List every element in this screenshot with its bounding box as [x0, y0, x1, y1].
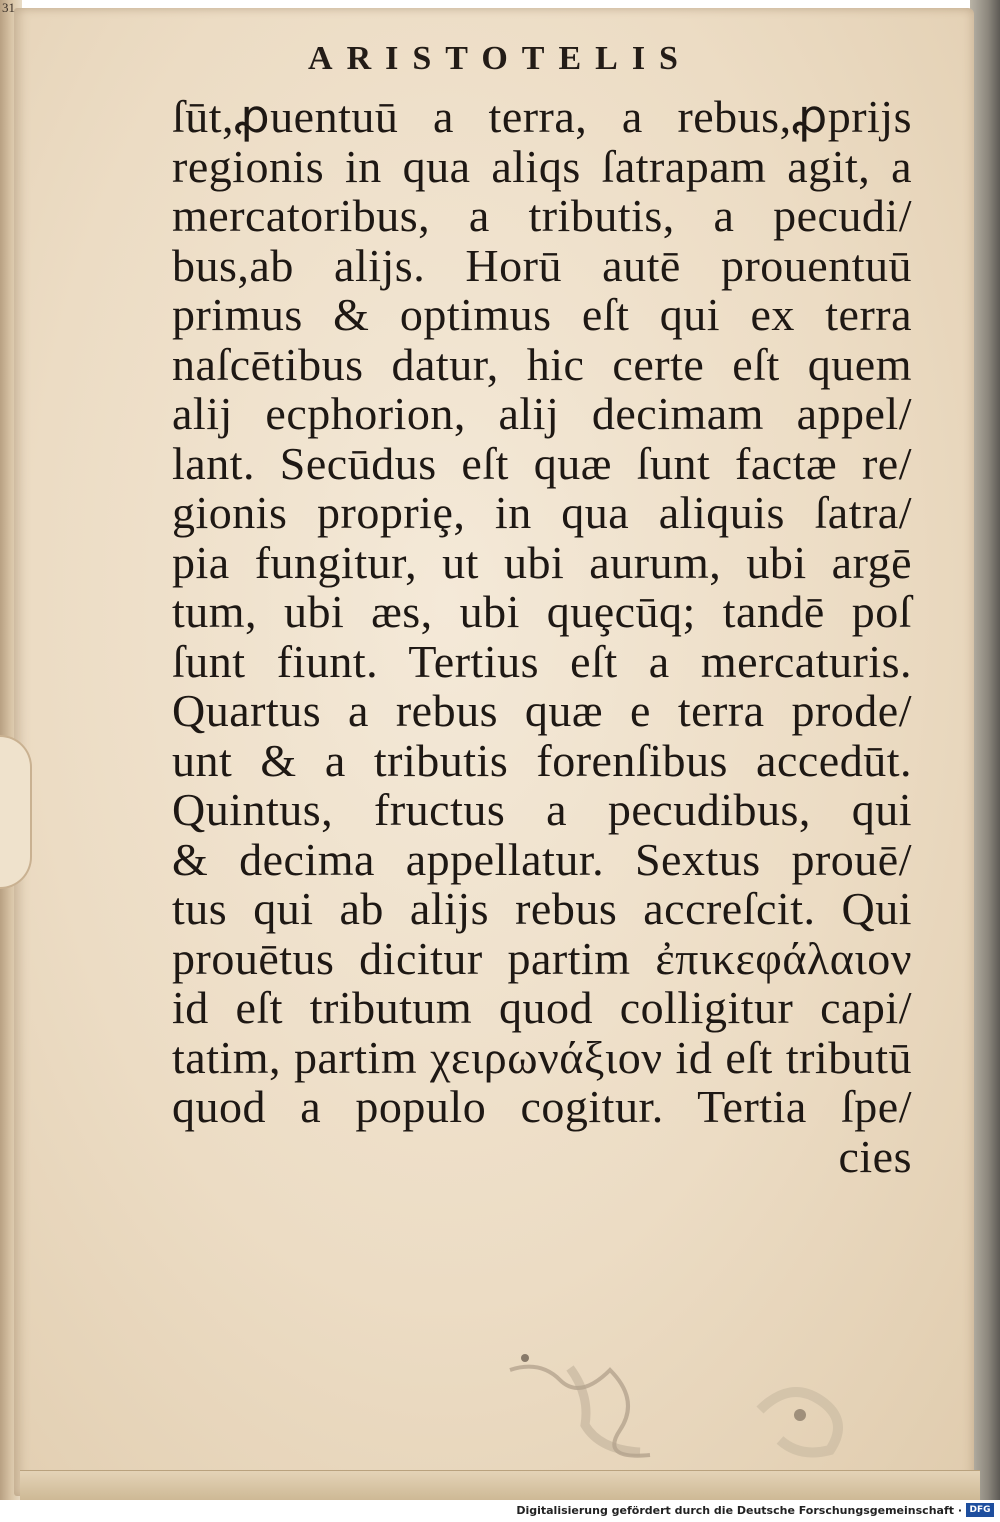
- catchword: cies: [838, 1130, 912, 1182]
- digitization-credit: Digitalisierung gefördert durch die Deutsche Forschungsgemeinschaft ·: [516, 1504, 962, 1517]
- text-line: id eſt tributum quod colligitur capi/: [172, 982, 912, 1033]
- text-line: quod a populo cogitur. Tertia ſpe/: [172, 1081, 912, 1132]
- text-line: pia fungitur, ut ubi aurum, ubi argē: [172, 536, 912, 588]
- scanner-background: [970, 0, 1000, 1500]
- text-line: tatim, partim χειρωνάξιον id eſt tributū: [172, 1031, 912, 1083]
- dfg-logo: DFG: [966, 1503, 994, 1517]
- text-block: [172, 92, 912, 1181]
- text-line: regionis in qua aliqs ſatrapam agit, a: [172, 140, 912, 192]
- text-line: prouētus dicitur partim ἐπικεφάλαιον: [172, 932, 912, 984]
- text-line: ſunt fiunt. Tertius eſt a mercaturis.: [172, 635, 912, 687]
- corner-page-number: 31: [2, 0, 15, 15]
- page-bottom-edge: [20, 1470, 980, 1501]
- text-line: unt & a tributis forenſibus accedūt.: [172, 734, 912, 786]
- page-fold-tab: [0, 735, 32, 889]
- running-head: ARISTOTELIS: [308, 40, 692, 77]
- text-line: ſūt,ꝓuentuū a terra, a rebus,ꝓprijs: [172, 91, 912, 142]
- text-line: naſcētibus datur, hic certe eſt quem: [172, 338, 912, 390]
- text-line: Quartus a rebus quæ e terra prode/: [172, 685, 912, 736]
- text-line: alij ecphorion, alij decimam appel/: [172, 388, 912, 439]
- text-line: Quintus, fructus a pecudibus, qui: [172, 784, 912, 835]
- text-line: bus,ab alijs. Horū autē prouentuū: [172, 239, 912, 291]
- text-line: gionis propriȩ, in qua aliquis ſatra/: [172, 487, 912, 538]
- text-line: lant. Secūdus eſt quæ ſunt factæ re/: [172, 437, 912, 489]
- text-line: & decima appellatur. Sextus prouē/: [172, 833, 912, 885]
- text-line: tum, ubi æs, ubi quȩcūq; tandē poſ: [172, 586, 912, 637]
- text-line: mercatoribus, a tributis, a pecudi/: [172, 190, 912, 241]
- text-line: tus qui ab alijs rebus accreſcit. Qui: [172, 883, 912, 934]
- paper-stain: [500, 1340, 900, 1460]
- text-line: primus & optimus eſt qui ex terra: [172, 289, 912, 340]
